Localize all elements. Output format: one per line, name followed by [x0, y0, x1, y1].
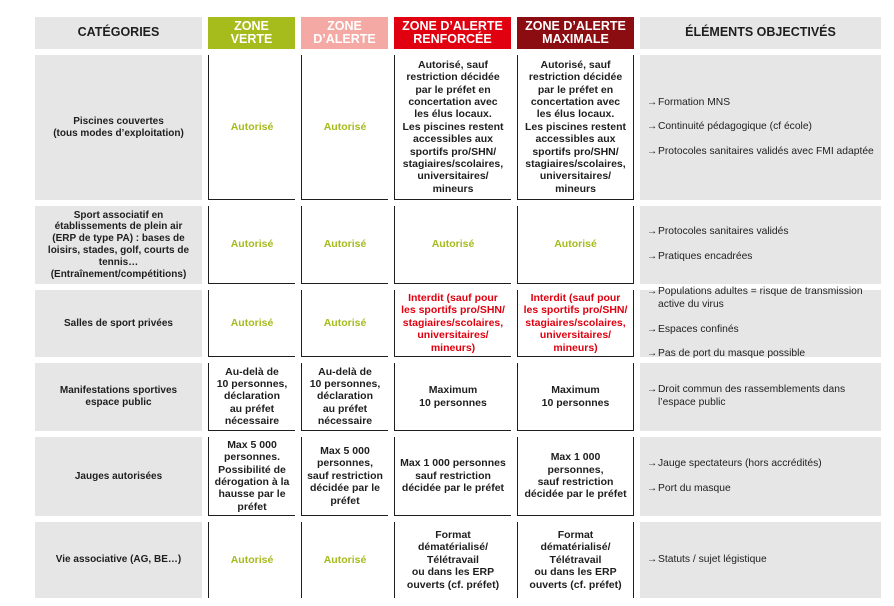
- element-item: →Pas de port du masque possible: [647, 348, 806, 360]
- arrow-right-icon: →: [647, 384, 658, 396]
- cell-elements: [640, 522, 881, 598]
- cell-elements: [640, 363, 881, 431]
- header-elements-objectives: ÉLÉMENTS OBJECTIVÉS: [640, 17, 881, 49]
- cell-zone-maximale: Maximum 10 personnes: [517, 363, 634, 431]
- arrow-right-icon: →: [647, 553, 658, 565]
- cell-zone-alerte: Autorisé: [301, 55, 388, 200]
- cell-zone-renforcee: Autorisé, sauf restriction décidée par le préfet en concertation avec les élus locaux. Les piscines restent accessibles aux sportifs pro/SHN/ stagiaires/scolaires, universitaires/ mineurs: [394, 55, 511, 200]
- arrow-right-icon: →: [647, 145, 658, 157]
- cell-zone-renforcee: Interdit (sauf pour les sportifs pro/SHN/ stagiaires/scolaires, universitaires/ mineurs): [394, 290, 511, 357]
- element-item: →Espaces confinés: [647, 323, 739, 335]
- element-item: →Statuts / sujet légistique: [647, 553, 767, 565]
- element-item: →Droit commun des rassemblements dans l’espace public: [647, 384, 846, 408]
- element-item: →Formation MNS: [647, 96, 731, 108]
- header-zone-renforcee: ZONE D’ALERTE RENFORCÉE: [394, 17, 511, 49]
- element-item: →Protocoles sanitaires validés: [647, 226, 789, 238]
- cell-elements: [640, 286, 881, 360]
- cell-zone-maximale: Autorisé, sauf restriction décidée par le préfet en concertation avec les élus locaux. Les piscines restent accessibles aux sportifs pro/SHN/ stagiaires/scolaires, universitaires/ mineurs: [517, 55, 634, 200]
- cell-zone-renforcee: Max 1 000 personnes sauf restriction décidée par le préfet: [394, 437, 511, 516]
- arrow-right-icon: →: [647, 457, 658, 469]
- arrow-right-icon: →: [647, 323, 658, 335]
- cell-zone-verte: Autorisé: [208, 290, 295, 357]
- header-categories: CATÉGORIES: [35, 17, 202, 49]
- header-zone-maximale: ZONE D’ALERTE MAXIMALE: [517, 17, 634, 49]
- element-item: →Continuité pédagogique (cf école): [647, 121, 812, 133]
- arrow-right-icon: →: [647, 121, 658, 133]
- cell-zone-maximale: Max 1 000 personnes, sauf restriction décidée par le préfet: [517, 437, 634, 516]
- row-category: Piscines couvertes (tous modes d’exploitation): [35, 55, 202, 200]
- row-category: Jauges autorisées: [35, 437, 202, 516]
- arrow-right-icon: →: [647, 482, 658, 494]
- header-zone-alerte: ZONE D’ALERTE: [301, 17, 388, 49]
- cell-zone-alerte: Max 5 000 personnes, sauf restriction décidée par le préfet: [301, 437, 388, 516]
- row-category: Manifestations sportives espace public: [35, 363, 202, 431]
- cell-zone-renforcee: Autorisé: [394, 206, 511, 284]
- cell-zone-verte: Autorisé: [208, 206, 295, 284]
- cell-zone-alerte: Au-delà de 10 personnes, déclaration au préfet nécessaire: [301, 363, 388, 431]
- cell-zone-verte: Autorisé: [208, 522, 295, 598]
- cell-zone-renforcee: Maximum 10 personnes: [394, 363, 511, 431]
- element-item: →Protocoles sanitaires validés avec FMI adaptée: [647, 145, 874, 157]
- cell-elements: [640, 206, 881, 284]
- element-item: →Jauge spectateurs (hors accrédités): [647, 457, 822, 469]
- cell-zone-verte: Max 5 000 personnes. Possibilité de dérogation à la hausse par le préfet: [208, 437, 295, 516]
- cell-zone-verte: Au-delà de 10 personnes, déclaration au préfet nécessaire: [208, 363, 295, 431]
- row-category: Sport associatif en établissements de plein air (ERP de type PA) : bases de loisirs, stades, golf, courts de tennis… (Entraînement/compétitions): [35, 206, 202, 284]
- cell-zone-verte: Autorisé: [208, 55, 295, 200]
- element-item: →Port du masque: [647, 482, 731, 494]
- arrow-right-icon: →: [647, 251, 658, 263]
- row-category: Salles de sport privées: [35, 290, 202, 357]
- cell-zone-alerte: Autorisé: [301, 290, 388, 357]
- element-item: →Populations adultes = risque de transmission active du virus: [647, 286, 863, 310]
- arrow-right-icon: →: [647, 226, 658, 238]
- row-category: Vie associative (AG, BE…): [35, 522, 202, 598]
- arrow-right-icon: →: [647, 348, 658, 360]
- zones-table: [35, 17, 881, 598]
- arrow-right-icon: →: [647, 286, 658, 298]
- element-item: →Pratiques encadrées: [647, 251, 753, 263]
- cell-elements: [640, 437, 881, 516]
- cell-zone-maximale: Autorisé: [517, 206, 634, 284]
- cell-zone-maximale: Format dématérialisé/ Télétravail ou dans les ERP ouverts (cf. préfet): [517, 522, 634, 598]
- cell-zone-renforcee: Format dématérialisé/ Télétravail ou dans les ERP ouverts (cf. préfet): [394, 522, 511, 598]
- cell-elements: [640, 55, 881, 200]
- header-zone-verte: ZONE VERTE: [208, 17, 295, 49]
- cell-zone-maximale: Interdit (sauf pour les sportifs pro/SHN/ stagiaires/scolaires, universitaires/ mineurs): [517, 290, 634, 357]
- arrow-right-icon: →: [647, 96, 658, 108]
- cell-zone-alerte: Autorisé: [301, 206, 388, 284]
- cell-zone-alerte: Autorisé: [301, 522, 388, 598]
